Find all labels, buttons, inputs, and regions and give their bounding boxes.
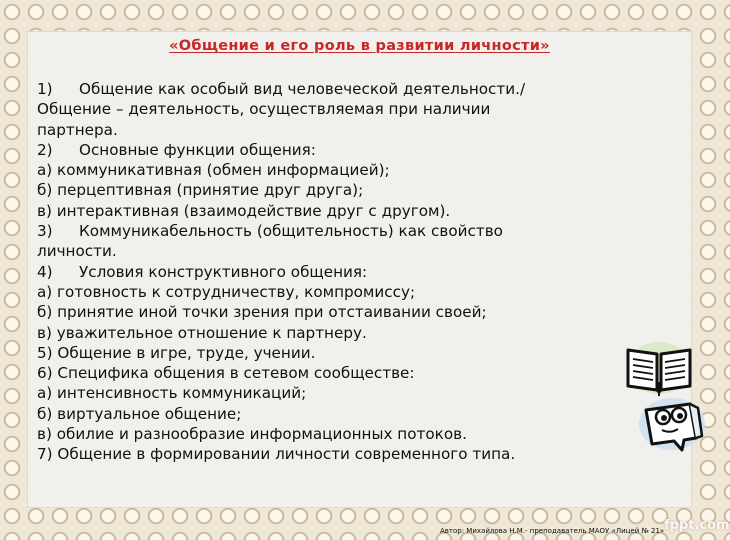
item-number: 3) [37, 222, 53, 241]
sub-item: б) перцептивная (принятие друг друга); [37, 181, 364, 200]
item-number: 2) [37, 140, 53, 159]
text-line: партнера. [37, 120, 118, 139]
sub-item: в) интерактивная (взаимодействие друг с другом). [37, 201, 451, 220]
sub-item: а) коммуникативная (обмен информацией); [37, 161, 390, 180]
list-item: 4) Условия конструктивного общения: [37, 262, 368, 281]
item-number: 1) [37, 80, 53, 98]
list-item: 7) Общение в формировании личности современного типа. [37, 445, 516, 464]
slide-title: «Общение и его роль в развитии личности» [169, 38, 550, 54]
watermark-logo: fppt.com [664, 518, 730, 533]
open-book-icon [618, 338, 700, 398]
sub-item: б) принятие иной точки зрения при отстаивании своей; [37, 303, 487, 322]
list-item: 2) Основные функции общения: [37, 140, 316, 159]
text-line: личности. [37, 242, 117, 261]
list-item: 3) Коммуникабельность (общительность) как свойство [37, 222, 503, 241]
list-item: 6) Специфика общения в сетевом сообществе: [37, 364, 415, 383]
text-line: Общение – деятельность, осуществляемая при наличии [37, 100, 491, 119]
item-number: 4) [37, 262, 53, 281]
character-face-icon [632, 390, 714, 456]
sub-item: в) обилие и разнообразие информационных потоков. [37, 425, 467, 444]
list-item: 5) Общение в игре, труде, учении. [37, 343, 316, 362]
list-item: 1) Общение как особый вид человеческой деятельности./ [37, 80, 526, 98]
slide-panel [27, 31, 692, 508]
slide-content [37, 79, 627, 465]
sub-item: б) виртуальное общение; [37, 404, 242, 423]
sub-item: в) уважительное отношение к партнеру. [37, 323, 367, 342]
sub-item: а) интенсивность коммуникаций; [37, 384, 307, 403]
author-footer: Автор: Михайлова Н.М.- преподаватель МАОУ «Лицей № 21» [440, 527, 665, 535]
sub-item: а) готовность к сотрудничеству, компромиссу; [37, 282, 416, 301]
